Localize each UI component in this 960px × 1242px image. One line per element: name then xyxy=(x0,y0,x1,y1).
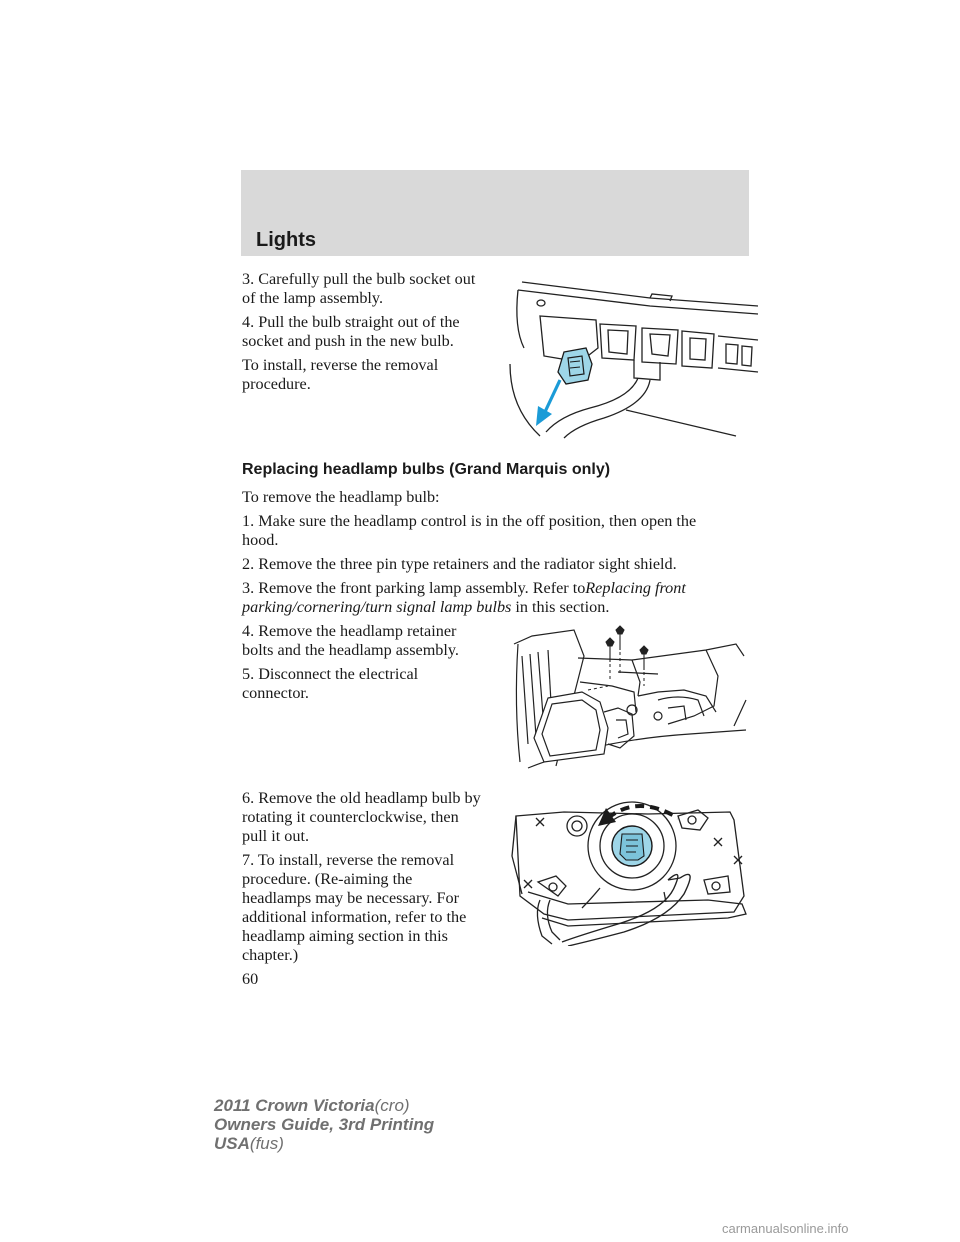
bulb-socket-illustration xyxy=(500,268,762,440)
step1-line2: hood. xyxy=(242,531,279,549)
step7-line4: additional information, refer to the xyxy=(242,908,467,926)
step6-line1: 6. Remove the old headlamp bulb by xyxy=(242,789,481,807)
step6-line3: pull it out. xyxy=(242,827,310,845)
step3-socket-line2: of the lamp assembly. xyxy=(242,289,384,307)
document-footer xyxy=(214,1096,434,1153)
install-note-line2: procedure. xyxy=(242,375,311,393)
step1-line1: 1. Make sure the headlamp control is in the off position, then open the xyxy=(242,512,697,530)
step3-suffix: in this section. xyxy=(511,598,610,616)
step3-reference-part1: Replacing front xyxy=(585,579,686,597)
step2-text: 2. Remove the three pin type retainers and the radiator sight shield. xyxy=(242,555,677,573)
footer-line3 xyxy=(214,1134,434,1153)
footer-model: 2011 Crown Victoria xyxy=(214,1096,375,1115)
footer-market-code: (fus) xyxy=(249,1134,284,1153)
step5-line1: 5. Disconnect the electrical xyxy=(242,665,419,683)
step7-line5: headlamp aiming section in this xyxy=(242,927,448,945)
step3-line2 xyxy=(242,598,609,617)
footer-line2: Owners Guide, 3rd Printing xyxy=(214,1115,435,1134)
headlamp-removal-illustration xyxy=(508,616,748,774)
section-title: Lights xyxy=(256,229,316,251)
footer-line1 xyxy=(214,1096,434,1115)
step4-bulb-line2: socket and push in the new bulb. xyxy=(242,332,454,350)
step7-line6: chapter.) xyxy=(242,946,299,964)
step7-line3: headlamps may be necessary. For xyxy=(242,889,459,907)
step7-line1: 7. To install, reverse the removal xyxy=(242,851,455,869)
footer-market: USA xyxy=(214,1134,250,1153)
step5-line2: connector. xyxy=(242,684,309,702)
step3-reference-part2: parking/cornering/turn signal lamp bulbs xyxy=(242,598,512,616)
procedure-intro: To remove the headlamp bulb: xyxy=(242,488,440,506)
headlamp-bulb-rotation-illustration xyxy=(508,796,752,946)
step3-socket-line1: 3. Carefully pull the bulb socket out xyxy=(242,270,476,288)
install-note-line1: To install, reverse the removal xyxy=(242,356,439,374)
section-subheading: Replacing headlamp bulbs (Grand Marquis only) xyxy=(242,461,611,478)
step6-line2: rotating it counterclockwise, then xyxy=(242,808,459,826)
page-number: 60 xyxy=(242,970,259,988)
section-header-band xyxy=(241,170,749,256)
site-watermark: carmanualsonline.info xyxy=(722,1221,849,1236)
step3-line1 xyxy=(242,579,686,598)
step4-line2: bolts and the headlamp assembly. xyxy=(242,641,459,659)
step4-bulb-line1: 4. Pull the bulb straight out of the xyxy=(242,313,460,331)
step3-prefix: 3. Remove the front parking lamp assembly. Refer to xyxy=(242,579,586,597)
step4-line1: 4. Remove the headlamp retainer xyxy=(242,622,457,640)
footer-model-code: (cro) xyxy=(374,1096,410,1115)
step7-line2: procedure. (Re-aiming the xyxy=(242,870,413,888)
